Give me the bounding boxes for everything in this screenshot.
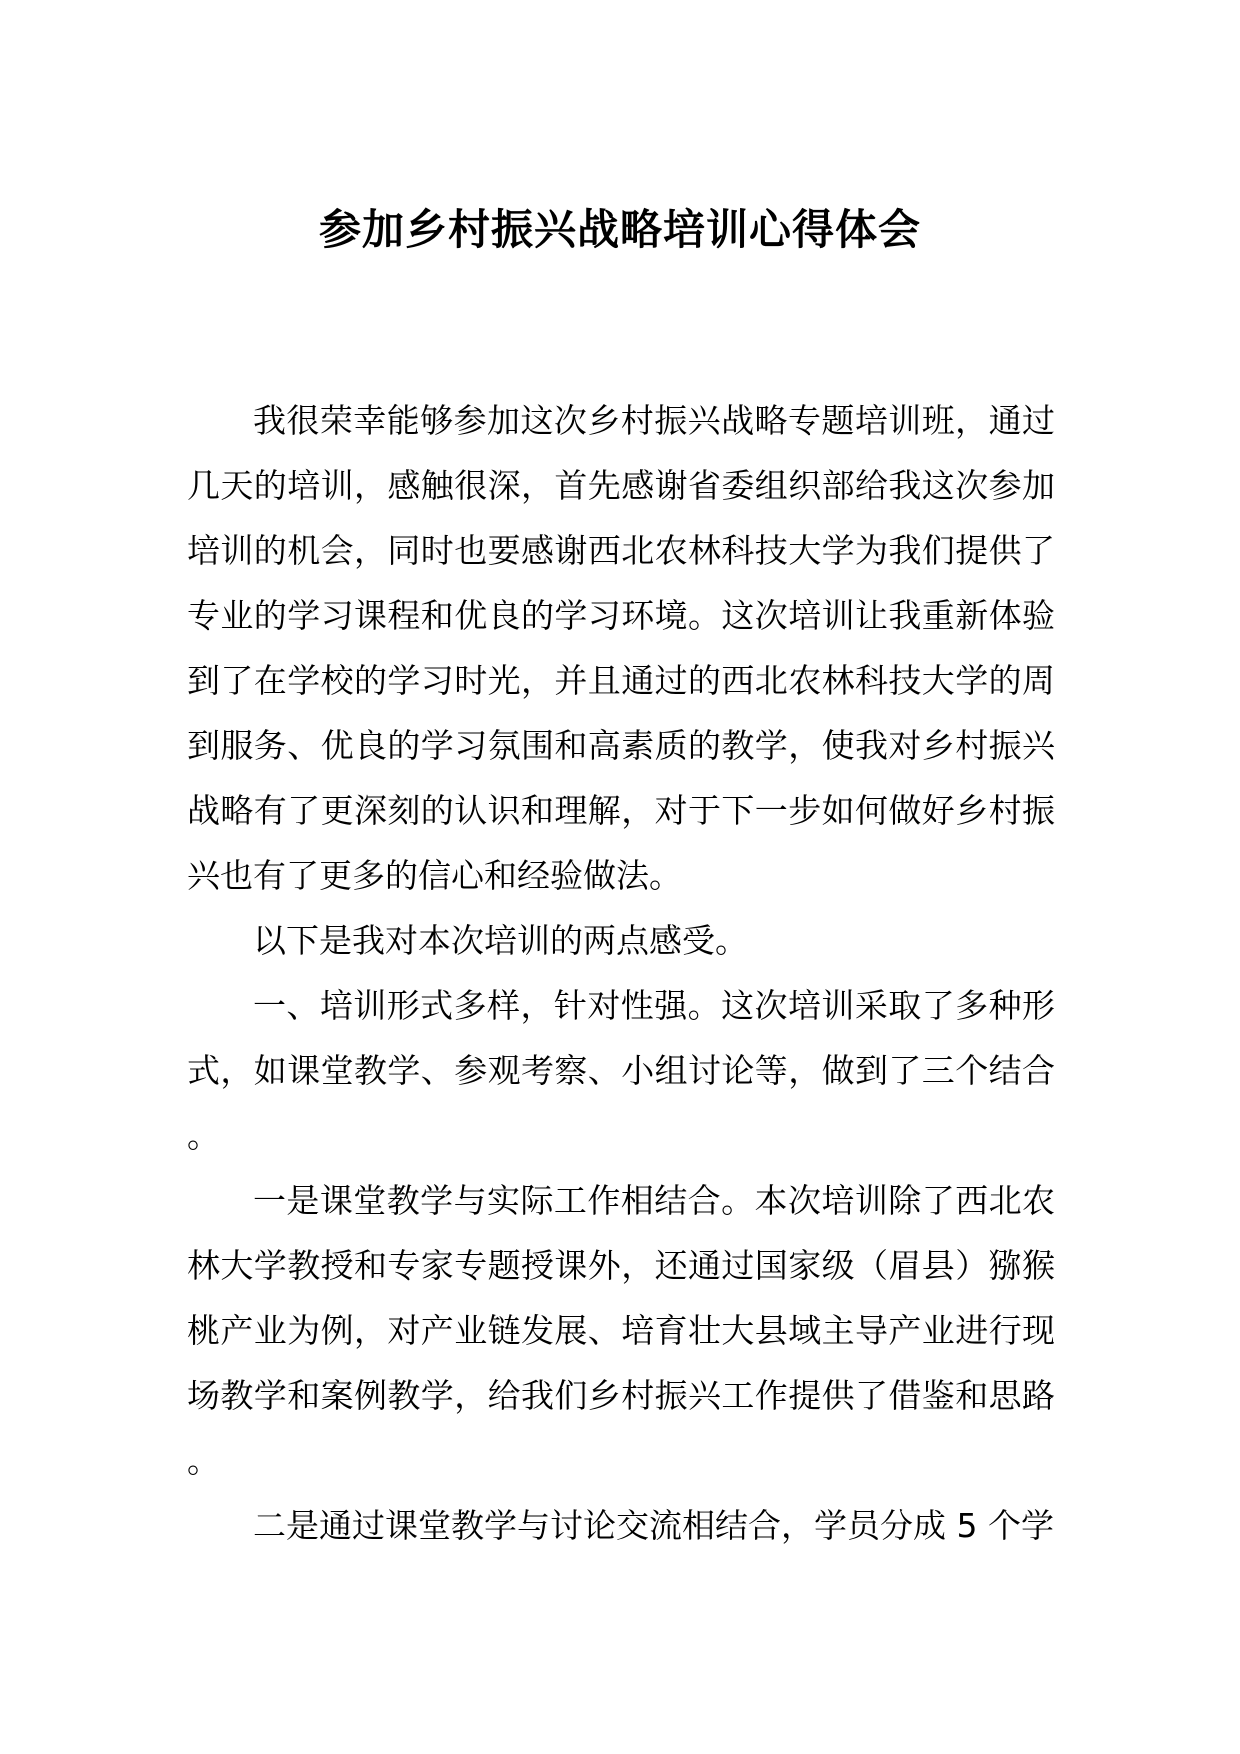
paragraph-combination-one: 一是课堂教学与实际工作相结合。本次培训除了西北农林大学教授和专家专题授课外，还通过国家级（眉县）猕猴桃产业为例，对产业链发展、培育壮大县域主导产业进行现场教学和案例教学，给我们乡村振兴工作提供了借鉴和思路。 — [187, 1181, 1055, 1480]
document-title: 参加乡村振兴战略培训心得体会 — [318, 205, 921, 254]
document-body — [187, 388, 1055, 1558]
paragraph-combination-two: 二是通过课堂教学与讨论交流相结合，学员分成 5 个学 — [253, 1506, 1054, 1545]
paragraph-intro: 我很荣幸能够参加这次乡村振兴战略专题培训班，通过几天的培训，感触很深，首先感谢省委组织部给我这次参加培训的机会，同时也要感谢西北农林科技大学为我们提供了专业的学习课程和优良的学习环境。这次培训让我重新体验到了在学校的学习时光，并且通过的西北农林科技大学的周到服务、优良的学习氛围和高素质的教学，使我对乡村振兴战略有了更深刻的认识和理解，对于下一步如何做好乡村振兴也有了更多的信心和经验做法。 — [187, 401, 1055, 895]
paragraph-summary-lead: 以下是我对本次培训的两点感受。 — [253, 921, 748, 960]
paragraph-point-one: 一、培训形式多样，针对性强。这次培训采取了多种形式，如课堂教学、参观考察、小组讨论等，做到了三个结合。 — [187, 986, 1055, 1155]
